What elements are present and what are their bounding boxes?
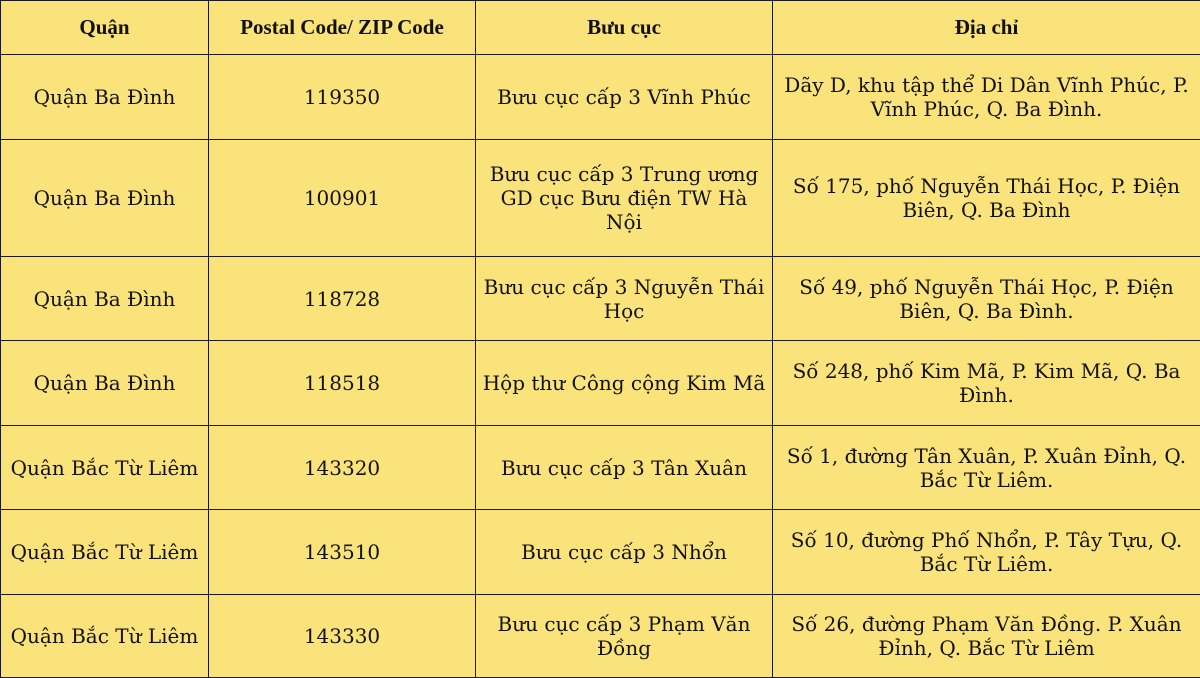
post-office-cell: Bưu cục cấp 3 Nhổn xyxy=(476,510,773,595)
district-cell: Quận Ba Đình xyxy=(1,55,209,140)
district-cell: Quận Bắc Từ Liêm xyxy=(1,426,209,510)
postal-code-cell: 143320 xyxy=(209,426,476,510)
table-row xyxy=(1,510,1200,595)
post-office-cell: Bưu cục cấp 3 Trung ương GD cục Bưu điện TW Hà Nội xyxy=(476,140,773,257)
postal-code-cell: 100901 xyxy=(209,140,476,257)
header-postal-code: Postal Code/ ZIP Code xyxy=(209,1,476,55)
postal-code-cell: 143510 xyxy=(209,510,476,595)
address-cell: Số 26, đường Phạm Văn Đồng. P. Xuân Đỉnh, Q. Bắc Từ Liêm xyxy=(773,595,1200,678)
table-row xyxy=(1,257,1200,341)
table-row xyxy=(1,595,1200,678)
district-cell: Quận Bắc Từ Liêm xyxy=(1,510,209,595)
post-office-cell: Hộp thư Công cộng Kim Mã xyxy=(476,341,773,426)
table-row xyxy=(1,426,1200,510)
table-row xyxy=(1,140,1200,257)
table-header-row xyxy=(1,1,1200,55)
header-post-office: Bưu cục xyxy=(476,1,773,55)
postal-code-cell: 118518 xyxy=(209,341,476,426)
address-cell: Số 10, đường Phố Nhổn, P. Tây Tựu, Q. Bắc Từ Liêm. xyxy=(773,510,1200,595)
address-cell: Dãy D, khu tập thể Di Dân Vĩnh Phúc, P. Vĩnh Phúc, Q. Ba Đình. xyxy=(773,55,1200,140)
post-office-cell: Bưu cục cấp 3 Vĩnh Phúc xyxy=(476,55,773,140)
header-district: Quận xyxy=(1,1,209,55)
address-cell: Số 175, phố Nguyễn Thái Học, P. Điện Biên, Q. Ba Đình xyxy=(773,140,1200,257)
address-cell: Số 248, phố Kim Mã, P. Kim Mã, Q. Ba Đình. xyxy=(773,341,1200,426)
post-office-cell: Bưu cục cấp 3 Tân Xuân xyxy=(476,426,773,510)
table-row xyxy=(1,341,1200,426)
district-cell: Quận Bắc Từ Liêm xyxy=(1,595,209,678)
address-cell: Số 49, phố Nguyễn Thái Học, P. Điện Biên, Q. Ba Đình. xyxy=(773,257,1200,341)
postal-code-cell: 143330 xyxy=(209,595,476,678)
postal-code-cell: 119350 xyxy=(209,55,476,140)
post-office-cell: Bưu cục cấp 3 Phạm Văn Đồng xyxy=(476,595,773,678)
postal-code-cell: 118728 xyxy=(209,257,476,341)
district-cell: Quận Ba Đình xyxy=(1,341,209,426)
table-row xyxy=(1,55,1200,140)
district-cell: Quận Ba Đình xyxy=(1,257,209,341)
district-cell: Quận Ba Đình xyxy=(1,140,209,257)
post-office-cell: Bưu cục cấp 3 Nguyễn Thái Học xyxy=(476,257,773,341)
address-cell: Số 1, đường Tân Xuân, P. Xuân Đỉnh, Q. Bắc Từ Liêm. xyxy=(773,426,1200,510)
header-address: Địa chỉ xyxy=(773,1,1200,55)
